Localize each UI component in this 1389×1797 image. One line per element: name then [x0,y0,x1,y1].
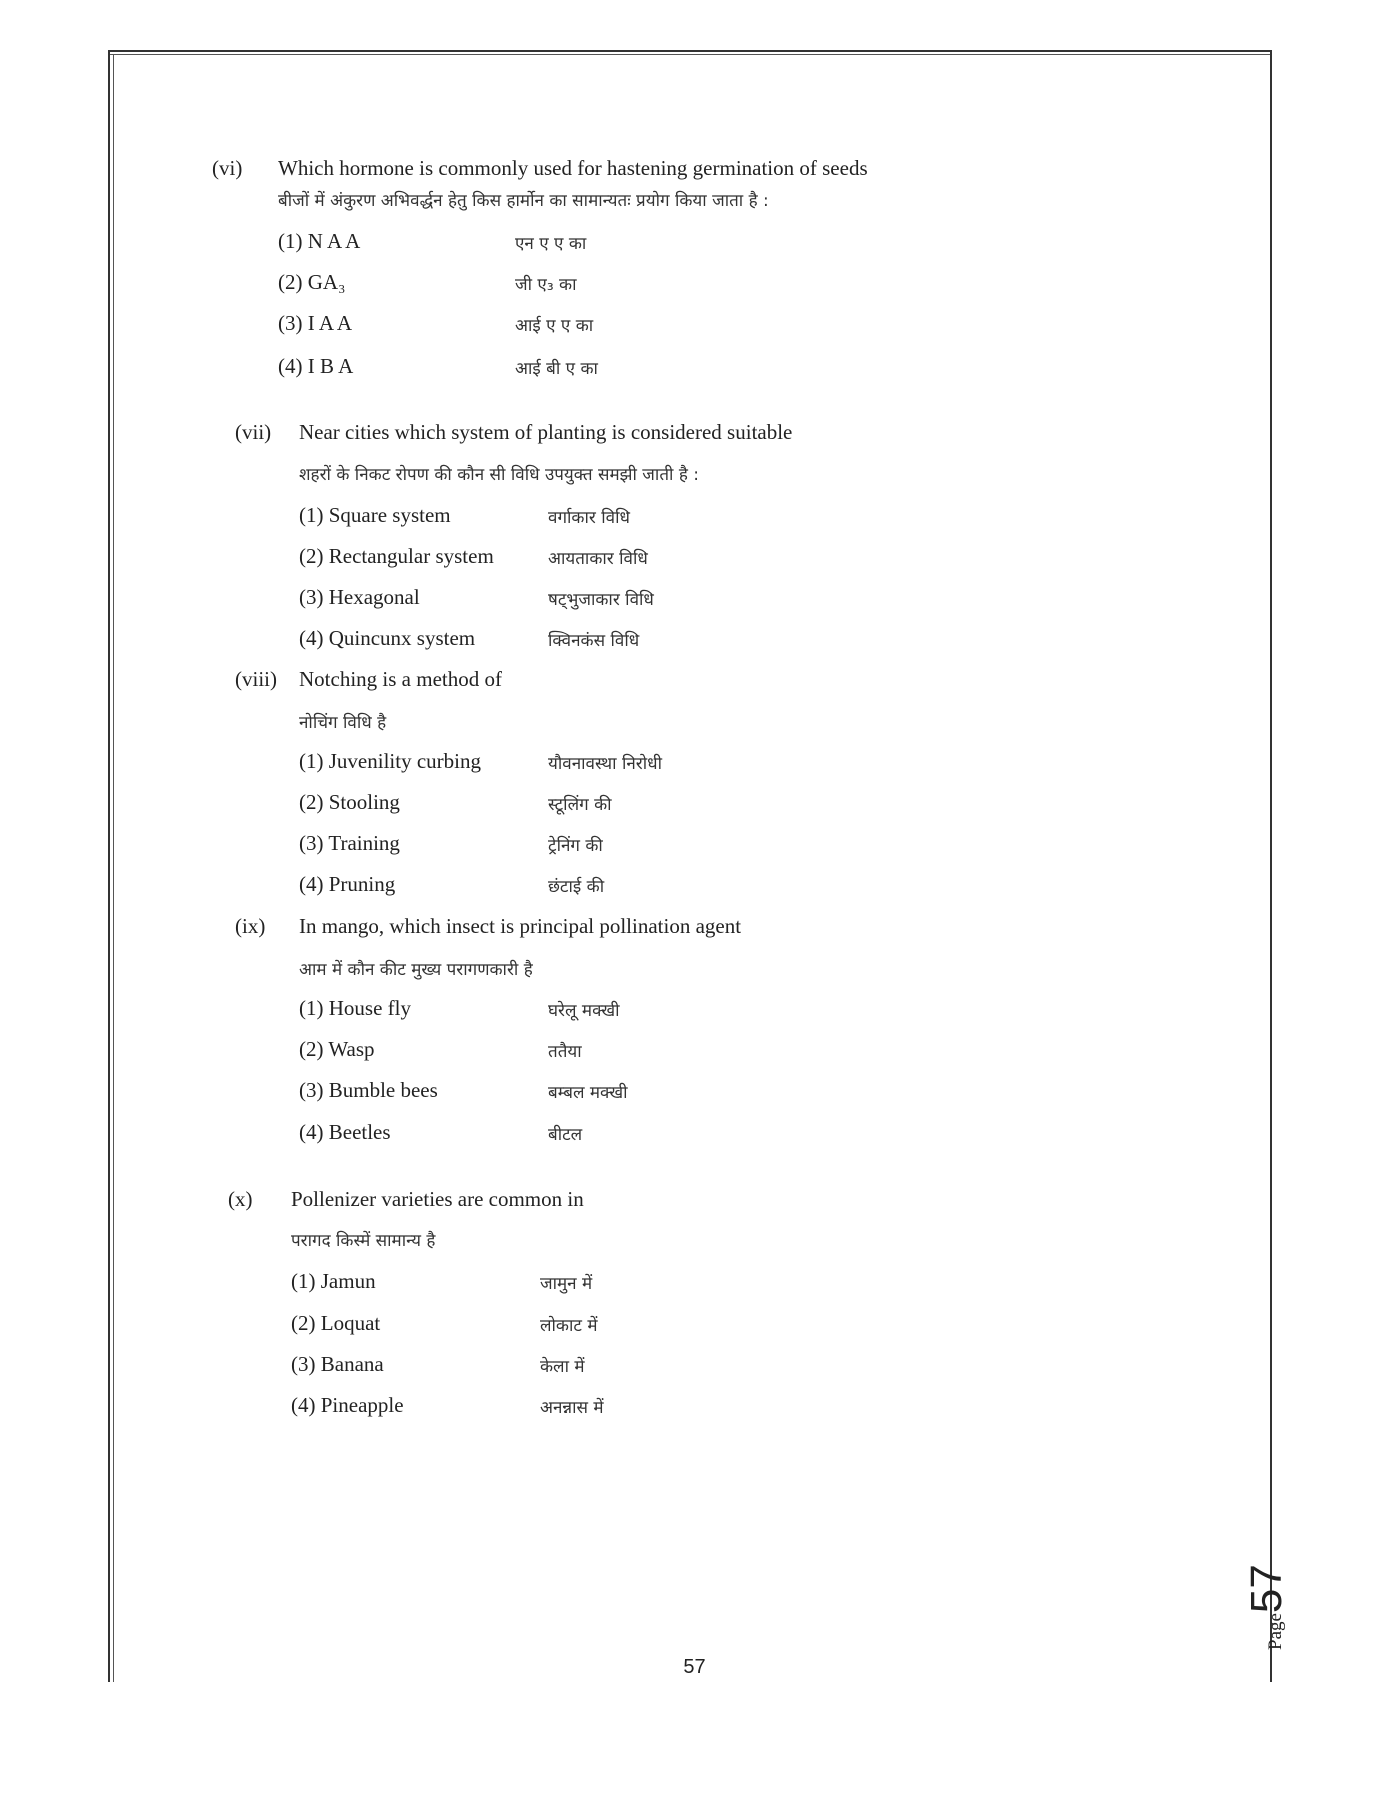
page-frame-top [108,50,1272,52]
option-hi: छंटाई की [548,877,605,897]
option-en: (4) Beetles [299,1120,391,1144]
option-en: (4) Pruning [299,872,396,896]
option-en: (3) Hexagonal [299,585,420,609]
option-hi: बम्बल मक्खी [548,1083,628,1103]
option-en: (4) Quincunx system [299,626,476,650]
option-hi: जामुन में [540,1274,593,1294]
question-text-hi: नोचिंग विधि है [299,713,387,733]
option-hi: जी ए₃ का [515,275,577,295]
question-number: (viii) [235,667,277,691]
option-en: (2) Rectangular system [299,544,494,568]
side-page-label [1232,1520,1292,1660]
option-en: (3) Bumble bees [299,1078,438,1102]
option-en: (3) Training [299,831,400,855]
question-text-hi: बीजों में अंकुरण अभिवर्द्धन हेतु किस हार्मोन का सामान्यतः प्रयोग किया जाता है : [278,191,769,211]
question-number: (vi) [212,156,243,180]
option-hi: एन ए ए का [515,234,587,254]
option-hi: ट्रेनिंग की [548,836,603,856]
side-page-word: Page [1265,1613,1286,1650]
question-number: (x) [228,1187,253,1211]
question-text-hi: आम में कौन कीट मुख्य परागणकारी है [299,960,533,980]
page-number: 57 [683,1656,706,1678]
option-hi: अनन्नास में [540,1398,604,1418]
option-en: (1) House fly [299,996,411,1020]
page-frame-left [108,50,110,1682]
question-number: (vii) [235,420,272,444]
option-en: (2) Stooling [299,790,400,814]
option-hi: वर्गाकार विधि [548,508,630,528]
option-hi: आई ए ए का [515,316,594,336]
question-text-hi: परागद किस्में सामान्य है [291,1231,436,1251]
question-text-en: Notching is a method of [299,667,502,691]
question-number: (ix) [235,914,266,938]
page-frame-top-inner [110,54,1270,55]
option-hi: षट्भुजाकार विधि [548,590,654,610]
option-en: (3) I A A [278,311,353,335]
option-en: (1) N A A [278,229,361,253]
question-text-en: Which hormone is commonly used for hastening germination of seeds [278,156,868,180]
option-hi: स्टूलिंग की [548,795,612,815]
option-en: (2) Loquat [291,1311,381,1335]
option-hi: आयताकार विधि [548,549,648,569]
option-en: (4) I B A [278,354,354,378]
option-en: (1) Square system [299,503,451,527]
option-hi: लोकाट में [540,1316,598,1336]
question-text-en: Near cities which system of planting is considered suitable [299,420,793,444]
option-en: (2) Wasp [299,1037,375,1061]
option-hi: ततैया [548,1042,582,1062]
page-frame-right [1270,50,1272,1682]
page-frame-left-inner [113,54,114,1682]
question-text-hi: शहरों के निकट रोपण की कौन सी विधि उपयुक्त समझी जाती है : [299,465,699,485]
question-text-en: In mango, which insect is principal pollination agent [299,914,742,938]
option-en: (1) Juvenility curbing [299,749,481,773]
side-page-number: 57 [1242,1564,1291,1614]
question-text-en: Pollenizer varieties are common in [291,1187,584,1211]
option-hi: बीटल [548,1125,583,1145]
option-hi: आई बी ए का [515,359,598,379]
option-en: (1) Jamun [291,1269,376,1293]
option-hi: घरेलू मक्खी [548,1001,620,1021]
option-hi: केला में [540,1357,585,1377]
option-en: (4) Pineapple [291,1393,404,1417]
option-hi: क्विनकंस विधि [548,631,640,651]
option-hi: यौवनावस्था निरोधी [548,754,662,774]
option-en: (3) Banana [291,1352,384,1376]
option-en: (2) GA₃ [278,270,346,294]
